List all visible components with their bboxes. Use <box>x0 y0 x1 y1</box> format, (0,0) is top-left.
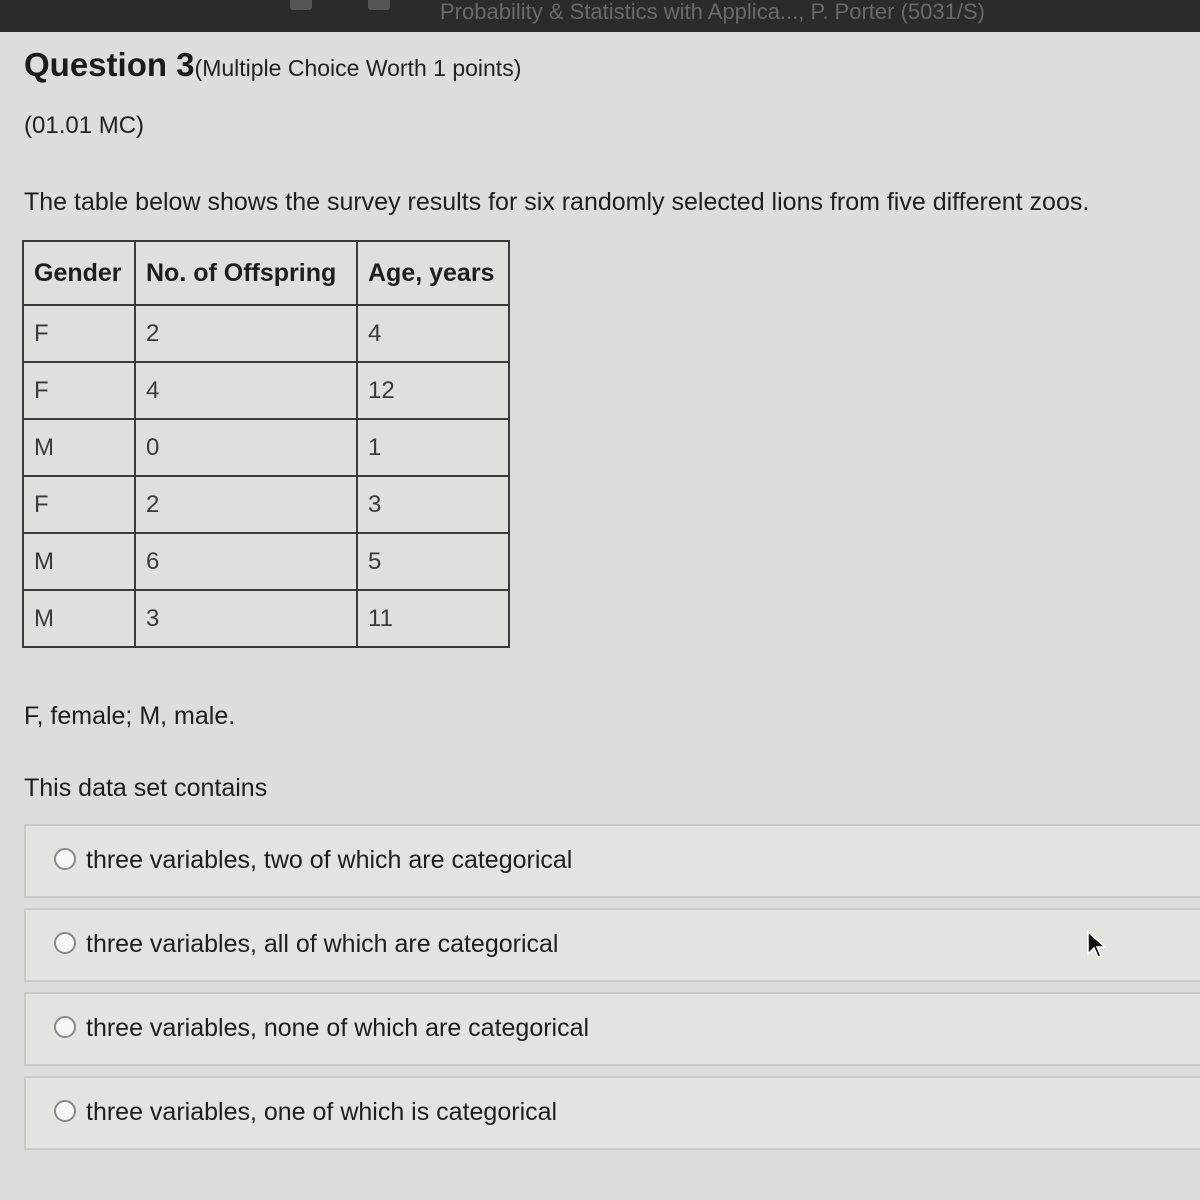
answer-option-label: three variables, all of which are categorical <box>86 930 559 958</box>
radio-button-icon[interactable] <box>54 932 76 954</box>
cell-age: 11 <box>357 590 509 647</box>
header-age: Age, years <box>357 241 509 305</box>
question-prompt: The table below shows the survey results for six randomly selected lions from five different zoos. <box>24 188 1090 216</box>
answer-option-1[interactable] <box>24 824 1200 898</box>
radio-button-icon[interactable] <box>54 848 76 870</box>
table-row <box>23 590 509 647</box>
cell-age: 1 <box>357 419 509 476</box>
answer-option-4[interactable] <box>24 1076 1200 1150</box>
answer-options <box>24 824 1200 1160</box>
mouse-pointer-icon <box>1086 930 1108 960</box>
top-bar <box>0 0 1200 32</box>
answer-option-label: three variables, none of which are categorical <box>86 1014 590 1042</box>
question-heading <box>24 46 521 84</box>
question-worth: (Multiple Choice Worth 1 points) <box>194 55 522 81</box>
question-title: Question 3 <box>24 46 195 83</box>
cell-gender: F <box>23 362 135 419</box>
cell-gender: M <box>23 419 135 476</box>
table-row <box>23 362 509 419</box>
header-gender: Gender <box>23 241 135 305</box>
table-header-row <box>23 241 509 305</box>
course-title: Probability & Statistics with Applica..., P. Porter (5031/S) <box>440 0 985 24</box>
question-content <box>0 32 1200 1200</box>
header-offspring: No. of Offspring <box>135 241 357 305</box>
table-legend-note: F, female; M, male. <box>24 702 236 730</box>
cell-offspring: 6 <box>135 533 357 590</box>
print-icon[interactable] <box>368 0 390 10</box>
cell-age: 3 <box>357 476 509 533</box>
cell-offspring: 3 <box>135 590 357 647</box>
table-row <box>23 305 509 362</box>
radio-button-icon[interactable] <box>54 1016 76 1038</box>
table-row <box>23 419 509 476</box>
cell-offspring: 2 <box>135 476 357 533</box>
cell-offspring: 2 <box>135 305 357 362</box>
cell-age: 12 <box>357 362 509 419</box>
cell-gender: F <box>23 476 135 533</box>
answer-option-3[interactable] <box>24 992 1200 1066</box>
radio-button-icon[interactable] <box>54 1100 76 1122</box>
cell-offspring: 4 <box>135 362 357 419</box>
answer-option-label: three variables, two of which are categorical <box>86 846 573 874</box>
question-code: (01.01 MC) <box>24 112 145 139</box>
cell-age: 5 <box>357 533 509 590</box>
cell-gender: M <box>23 590 135 647</box>
question-stem: This data set contains <box>24 774 268 802</box>
table-row <box>23 533 509 590</box>
cell-gender: F <box>23 305 135 362</box>
cell-gender: M <box>23 533 135 590</box>
cell-offspring: 0 <box>135 419 357 476</box>
answer-option-2[interactable] <box>24 908 1200 982</box>
cell-age: 4 <box>357 305 509 362</box>
answer-option-label: three variables, one of which is categorical <box>86 1098 558 1126</box>
menu-icon[interactable] <box>290 0 312 10</box>
table-row <box>23 476 509 533</box>
survey-table <box>22 240 510 648</box>
